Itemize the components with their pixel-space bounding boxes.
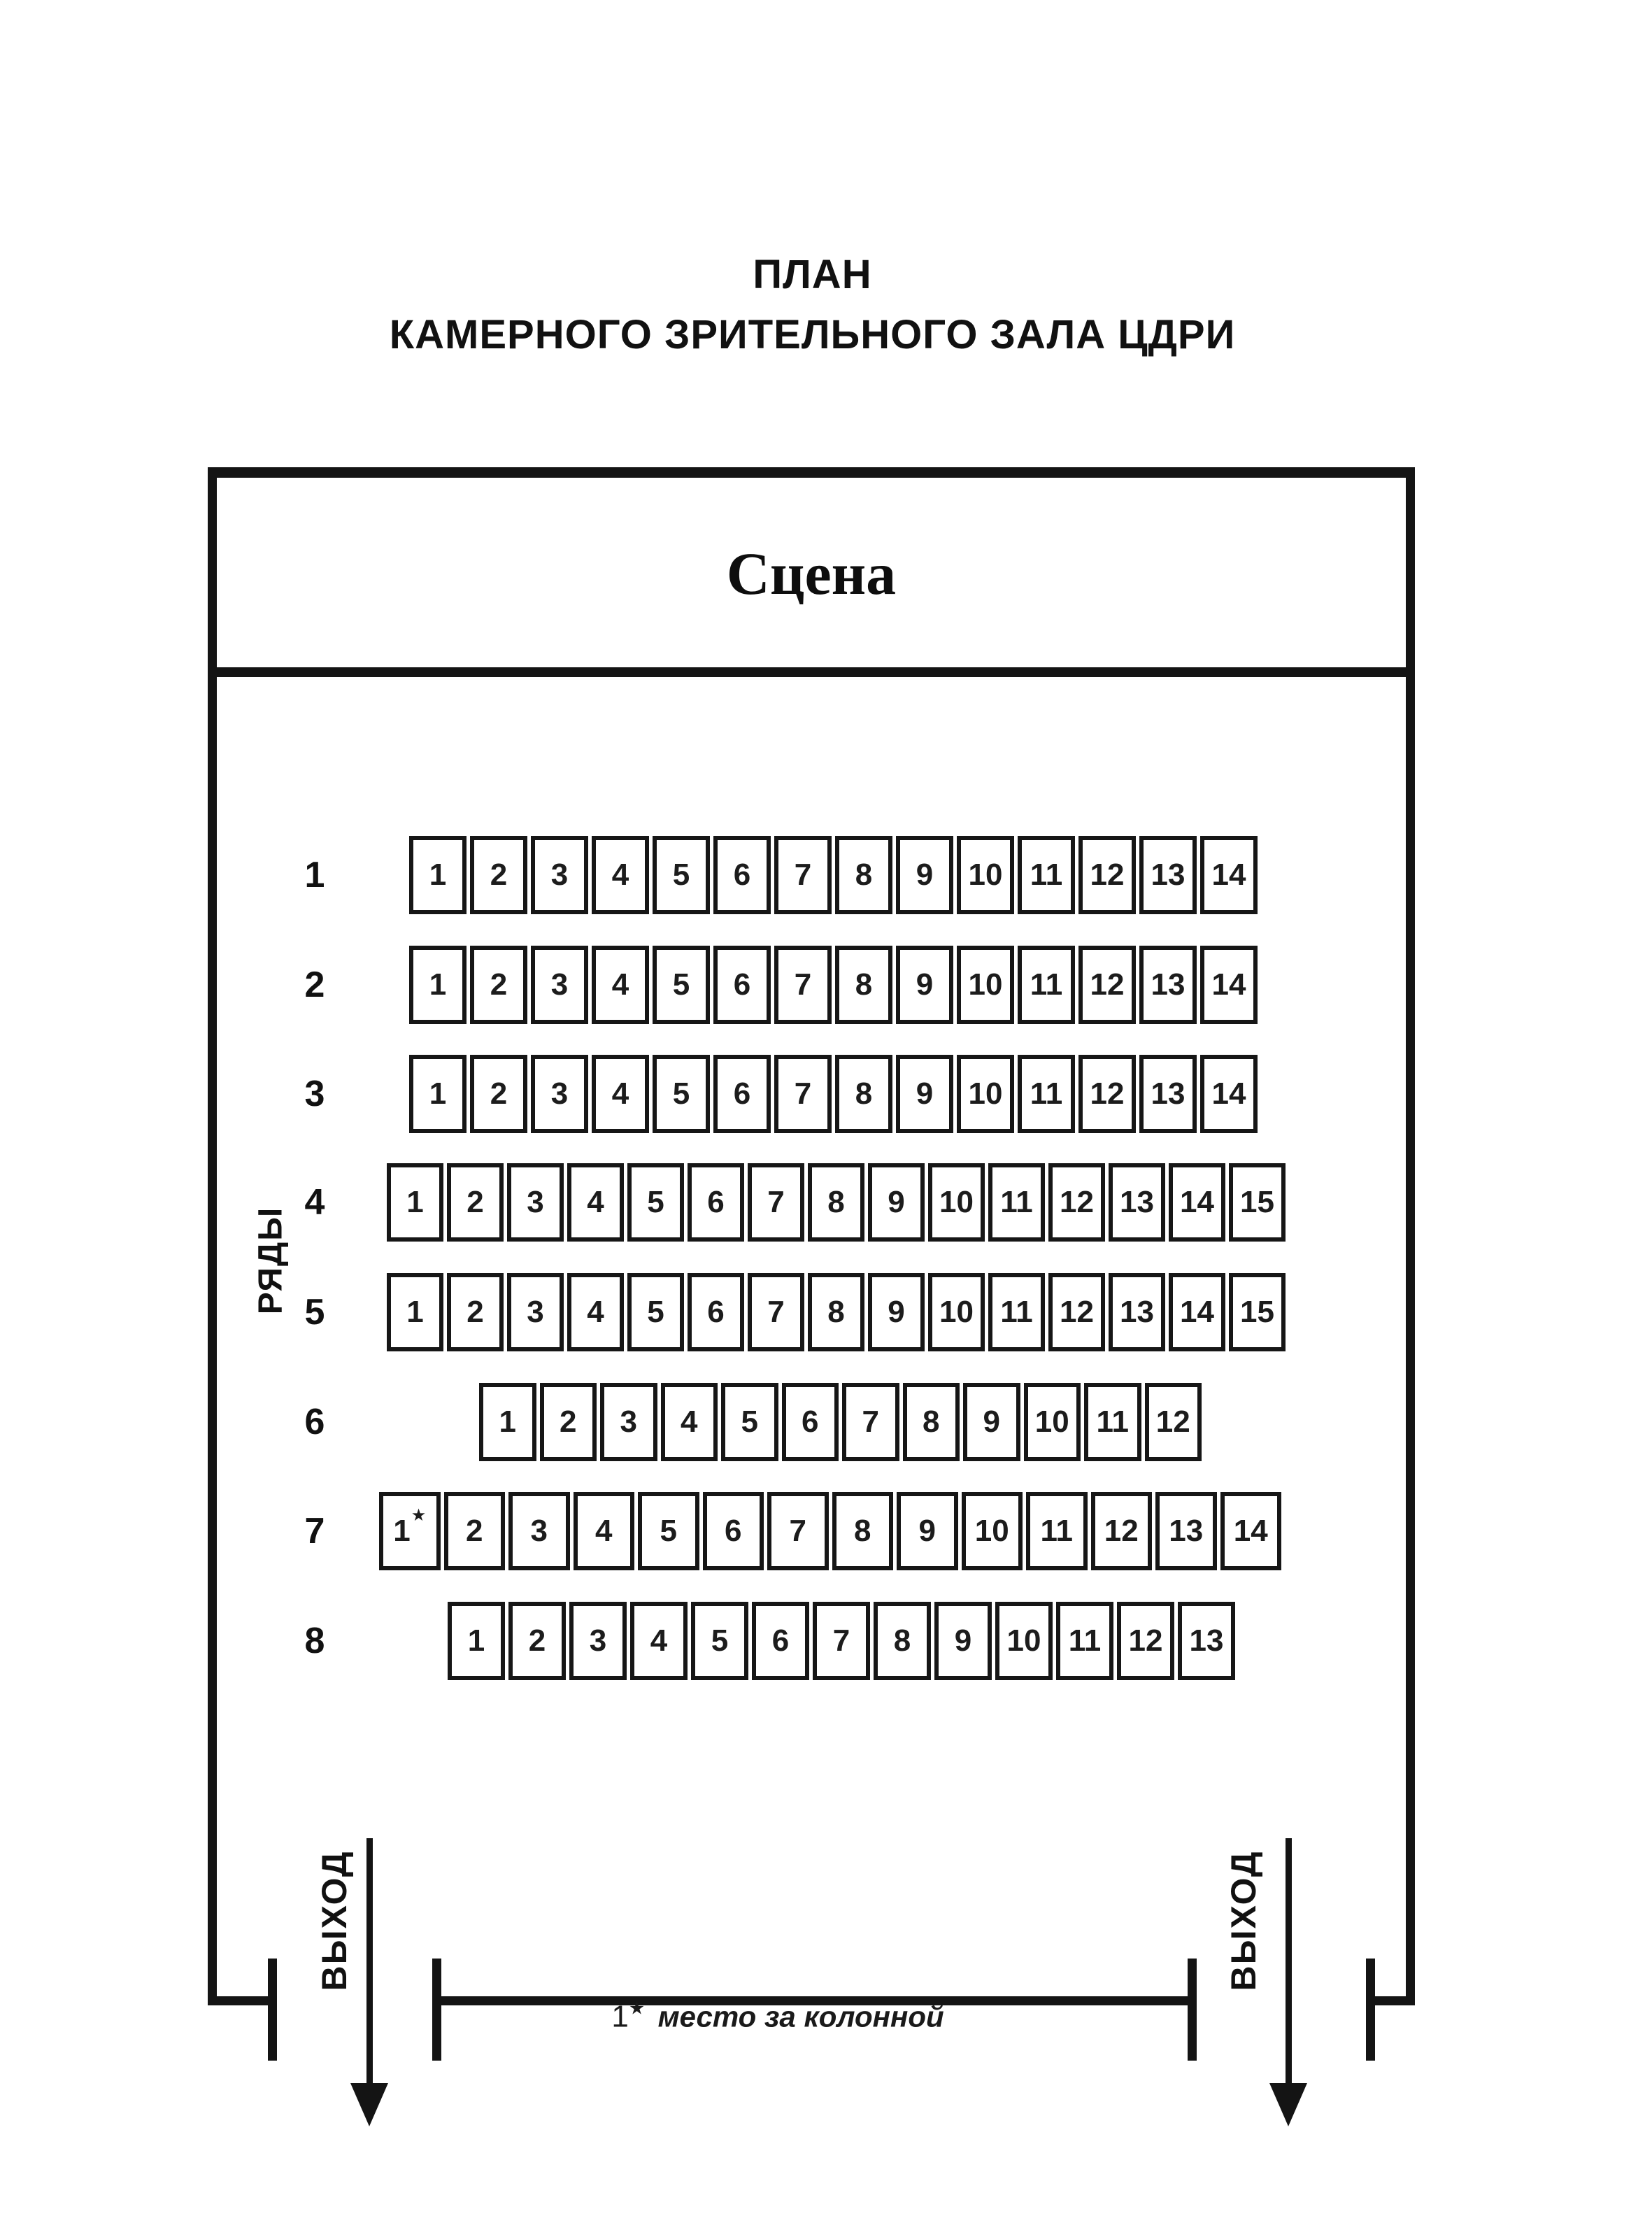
seat-5-6[interactable]: 6 — [688, 1273, 744, 1351]
left-exit-arrow — [366, 1838, 373, 2084]
seat-8-8[interactable]: 8 — [874, 1602, 931, 1680]
seat-5-9[interactable]: 9 — [868, 1273, 925, 1351]
seat-3-4[interactable]: 4 — [592, 1055, 649, 1133]
seat-7-13[interactable]: 13 — [1155, 1492, 1217, 1570]
seat-2-3[interactable]: 3 — [531, 946, 588, 1024]
seat-4-14[interactable]: 14 — [1169, 1163, 1225, 1242]
seat-7-10[interactable]: 10 — [962, 1492, 1023, 1570]
seat-2-5[interactable]: 5 — [653, 946, 710, 1024]
seat-row-2 — [409, 946, 1258, 1024]
seat-8-1[interactable]: 1 — [448, 1602, 505, 1680]
seat-5-3[interactable]: 3 — [507, 1273, 564, 1351]
seat-6-2[interactable]: 2 — [540, 1383, 597, 1461]
seat-row-4 — [387, 1163, 1286, 1242]
seat-6-6[interactable]: 6 — [782, 1383, 839, 1461]
right-exit-arrow — [1286, 1838, 1292, 2084]
seat-8-13[interactable]: 13 — [1178, 1602, 1235, 1680]
hall-right-wall — [1406, 467, 1415, 2005]
seat-1-10[interactable]: 10 — [957, 836, 1014, 914]
footnote-marker: 1 — [611, 1999, 629, 2034]
seat-5-4[interactable]: 4 — [567, 1273, 624, 1351]
seat-1-1[interactable]: 1 — [409, 836, 467, 914]
seat-2-8[interactable]: 8 — [835, 946, 892, 1024]
seat-1-9[interactable]: 9 — [896, 836, 953, 914]
seat-1-2[interactable]: 2 — [470, 836, 527, 914]
seat-4-2[interactable]: 2 — [447, 1163, 504, 1242]
seat-6-1[interactable]: 1 — [479, 1383, 536, 1461]
seat-4-7[interactable]: 7 — [748, 1163, 804, 1242]
seat-8-3[interactable]: 3 — [569, 1602, 627, 1680]
seat-2-10[interactable]: 10 — [957, 946, 1014, 1024]
seat-7-11[interactable]: 11 — [1026, 1492, 1088, 1570]
plan-title-line1: ПЛАН — [753, 252, 872, 297]
footnote-text: место за колонной — [657, 2000, 944, 2033]
hall-top-wall — [208, 467, 1415, 478]
seat-1-5[interactable]: 5 — [653, 836, 710, 914]
seat-8-6[interactable]: 6 — [752, 1602, 809, 1680]
seat-2-9[interactable]: 9 — [896, 946, 953, 1024]
seat-3-9[interactable]: 9 — [896, 1055, 953, 1133]
seat-row-3 — [409, 1055, 1258, 1133]
seat-1-8[interactable]: 8 — [835, 836, 892, 914]
seat-4-1[interactable]: 1 — [387, 1163, 443, 1242]
seat-1-7[interactable]: 7 — [774, 836, 832, 914]
seat-7-1[interactable]: 1 ★ — [379, 1492, 441, 1570]
seat-row-8 — [448, 1602, 1235, 1680]
seat-4-4[interactable]: 4 — [567, 1163, 624, 1242]
seat-3-1[interactable]: 1 — [409, 1055, 467, 1133]
seat-3-13[interactable]: 13 — [1139, 1055, 1197, 1133]
seat-5-15[interactable]: 15 — [1229, 1273, 1286, 1351]
seat-7-7[interactable]: 7 — [767, 1492, 829, 1570]
right-exit-jamb-right — [1366, 1959, 1375, 2061]
seat-2-13[interactable]: 13 — [1139, 946, 1197, 1024]
seat-7-12[interactable]: 12 — [1091, 1492, 1153, 1570]
seat-7-14[interactable]: 14 — [1220, 1492, 1282, 1570]
seat-1-14[interactable]: 14 — [1200, 836, 1258, 914]
bottom-wall-left-stub — [208, 1996, 273, 2005]
row-label-8: 8 — [304, 1621, 325, 1661]
seat-2-1[interactable]: 1 — [409, 946, 467, 1024]
seat-2-11[interactable]: 11 — [1018, 946, 1075, 1024]
seat-row-7 — [379, 1492, 1281, 1570]
seat-6-5[interactable]: 5 — [721, 1383, 778, 1461]
seat-1-12[interactable]: 12 — [1078, 836, 1136, 914]
seat-3-7[interactable]: 7 — [774, 1055, 832, 1133]
seat-1-13[interactable]: 13 — [1139, 836, 1197, 914]
row-label-6: 6 — [304, 1402, 325, 1442]
seat-3-10[interactable]: 10 — [957, 1055, 1014, 1133]
seat-4-8[interactable]: 8 — [808, 1163, 864, 1242]
seat-3-6[interactable]: 6 — [713, 1055, 771, 1133]
seat-row-1 — [409, 836, 1258, 914]
seat-3-8[interactable]: 8 — [835, 1055, 892, 1133]
rows-axis-label: РЯДЫ — [252, 1206, 290, 1315]
seat-2-12[interactable]: 12 — [1078, 946, 1136, 1024]
right-exit-label: ВЫХОД — [1224, 1850, 1263, 1991]
seat-4-15[interactable]: 15 — [1229, 1163, 1286, 1242]
seat-7-4[interactable]: 4 — [574, 1492, 635, 1570]
seat-6-10[interactable]: 10 — [1024, 1383, 1081, 1461]
seat-8-12[interactable]: 12 — [1117, 1602, 1174, 1680]
seat-7-6[interactable]: 6 — [703, 1492, 764, 1570]
seat-1-6[interactable]: 6 — [713, 836, 771, 914]
right-exit-arrowhead-icon — [1269, 2083, 1307, 2126]
footnote — [611, 1998, 944, 2035]
seat-4-9[interactable]: 9 — [868, 1163, 925, 1242]
stage — [217, 478, 1406, 668]
seat-5-10[interactable]: 10 — [928, 1273, 985, 1351]
seat-5-13[interactable]: 13 — [1109, 1273, 1165, 1351]
seat-4-10[interactable]: 10 — [928, 1163, 985, 1242]
seat-8-5[interactable]: 5 — [691, 1602, 748, 1680]
seat-4-6[interactable]: 6 — [688, 1163, 744, 1242]
left-exit-jamb-right — [432, 1959, 441, 2061]
seat-6-7[interactable]: 7 — [842, 1383, 899, 1461]
seat-2-2[interactable]: 2 — [470, 946, 527, 1024]
seat-5-11[interactable]: 11 — [988, 1273, 1045, 1351]
seat-row-6 — [479, 1383, 1202, 1461]
stage-label: Сцена — [726, 539, 897, 607]
seat-4-12[interactable]: 12 — [1048, 1163, 1105, 1242]
seat-3-3[interactable]: 3 — [531, 1055, 588, 1133]
seat-2-6[interactable]: 6 — [713, 946, 771, 1024]
seat-3-12[interactable]: 12 — [1078, 1055, 1136, 1133]
row-label-3: 3 — [304, 1074, 325, 1114]
seat-5-5[interactable]: 5 — [627, 1273, 684, 1351]
seat-5-2[interactable]: 2 — [447, 1273, 504, 1351]
seat-8-4[interactable]: 4 — [630, 1602, 688, 1680]
seat-2-7[interactable]: 7 — [774, 946, 832, 1024]
seat-1-3[interactable]: 3 — [531, 836, 588, 914]
plan-title — [210, 245, 1415, 365]
seat-5-7[interactable]: 7 — [748, 1273, 804, 1351]
seat-row-5 — [387, 1273, 1286, 1351]
seat-4-11[interactable]: 11 — [988, 1163, 1045, 1242]
seat-7-5[interactable]: 5 — [638, 1492, 699, 1570]
left-exit-arrowhead-icon — [350, 2083, 388, 2126]
seat-8-11[interactable]: 11 — [1056, 1602, 1113, 1680]
left-exit-label: ВЫХОД — [315, 1850, 354, 1991]
stage-front-wall — [208, 667, 1415, 677]
seat-4-5[interactable]: 5 — [627, 1163, 684, 1242]
row-label-2: 2 — [304, 965, 325, 1005]
seat-6-11[interactable]: 11 — [1084, 1383, 1141, 1461]
footnote-star-icon: ★ — [628, 1997, 646, 2019]
seat-8-7[interactable]: 7 — [813, 1602, 870, 1680]
row-label-4: 4 — [304, 1182, 325, 1223]
hall-left-wall — [208, 467, 217, 2005]
plan-title-line2: КАМЕРНОГО ЗРИТЕЛЬНОГО ЗАЛА ЦДРИ — [389, 312, 1236, 357]
seat-1-4[interactable]: 4 — [592, 836, 649, 914]
seat-3-2[interactable]: 2 — [470, 1055, 527, 1133]
seat-5-14[interactable]: 14 — [1169, 1273, 1225, 1351]
seat-3-11[interactable]: 11 — [1018, 1055, 1075, 1133]
seat-5-12[interactable]: 12 — [1048, 1273, 1105, 1351]
seat-8-2[interactable]: 2 — [508, 1602, 566, 1680]
left-exit-jamb-left — [268, 1959, 277, 2061]
seat-8-9[interactable]: 9 — [934, 1602, 992, 1680]
seat-7-8[interactable]: 8 — [832, 1492, 894, 1570]
bottom-wall-right-stub — [1371, 1996, 1415, 2005]
seat-6-9[interactable]: 9 — [963, 1383, 1020, 1461]
seat-3-14[interactable]: 14 — [1200, 1055, 1258, 1133]
seat-7-3[interactable]: 3 — [508, 1492, 570, 1570]
seat-5-8[interactable]: 8 — [808, 1273, 864, 1351]
row-label-5: 5 — [304, 1292, 325, 1332]
seat-6-4[interactable]: 4 — [661, 1383, 718, 1461]
seat-4-3[interactable]: 3 — [507, 1163, 564, 1242]
seat-6-12[interactable]: 12 — [1145, 1383, 1202, 1461]
seat-4-13[interactable]: 13 — [1109, 1163, 1165, 1242]
right-exit-jamb-left — [1188, 1959, 1197, 2061]
seat-2-4[interactable]: 4 — [592, 946, 649, 1024]
row-label-7: 7 — [304, 1511, 325, 1551]
seat-2-14[interactable]: 14 — [1200, 946, 1258, 1024]
seat-star-icon: ★ — [411, 1506, 427, 1525]
seat-7-9[interactable]: 9 — [897, 1492, 958, 1570]
seat-6-8[interactable]: 8 — [903, 1383, 960, 1461]
seat-6-3[interactable]: 3 — [600, 1383, 657, 1461]
seat-3-5[interactable]: 5 — [653, 1055, 710, 1133]
seat-5-1[interactable]: 1 — [387, 1273, 443, 1351]
row-label-1: 1 — [304, 855, 325, 895]
seat-8-10[interactable]: 10 — [995, 1602, 1053, 1680]
seat-7-2[interactable]: 2 — [444, 1492, 506, 1570]
seat-1-11[interactable]: 11 — [1018, 836, 1075, 914]
